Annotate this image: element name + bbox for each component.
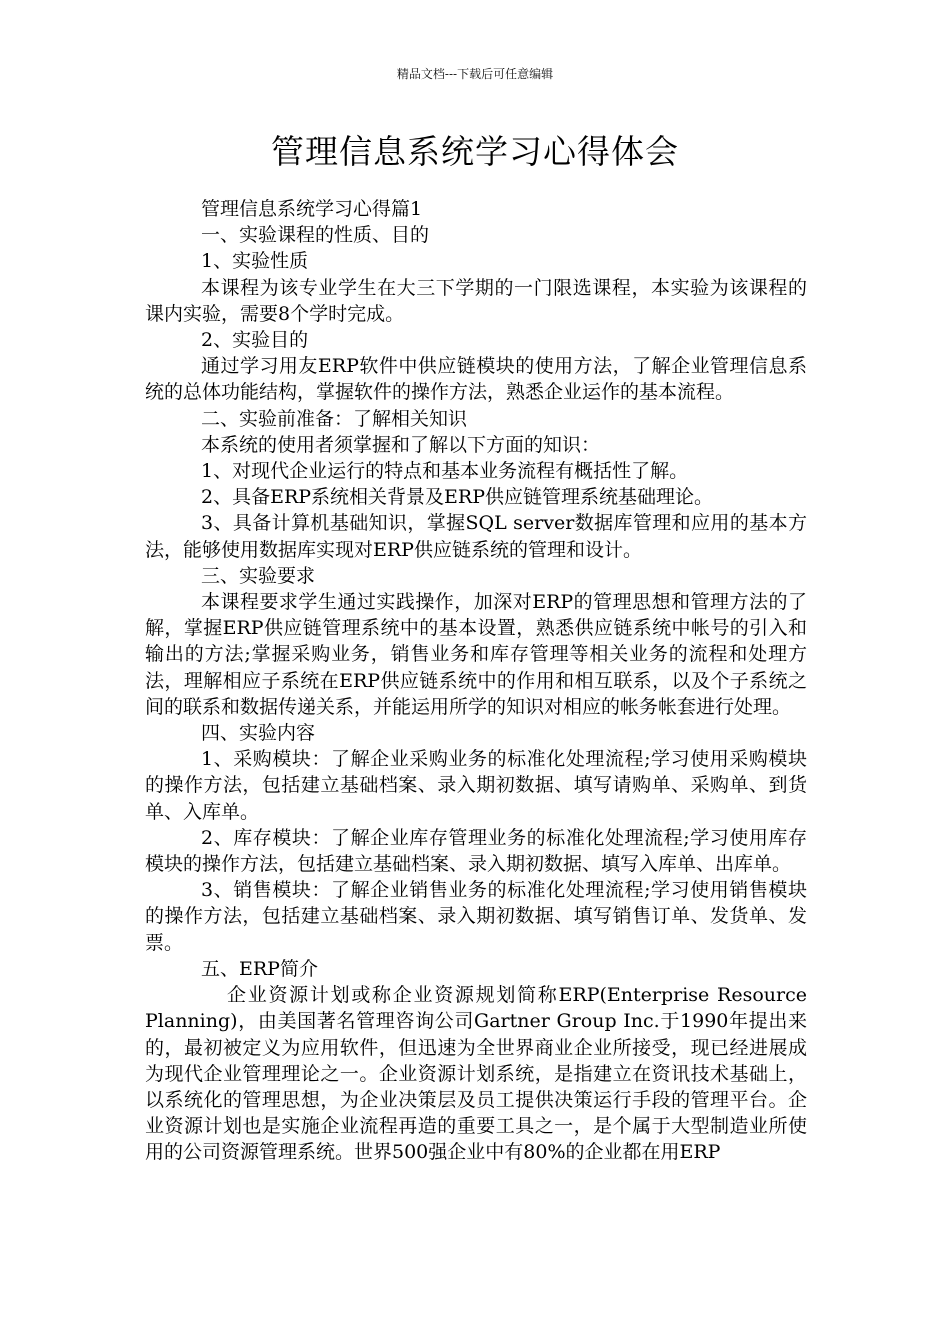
subsection-heading: 2、实验目的: [201, 329, 309, 352]
document-title: 管理信息系统学习心得体会: [271, 132, 679, 171]
list-item: 2、具备ERP系统相关背景及ERP供应链管理系统基础理论。: [201, 486, 714, 509]
document-body: [145, 196, 807, 1166]
paragraph: 本课程要求学生通过实践操作，加深对ERP的管理思想和管理方法的了解，掌握ERP供应链管理系统中的基本设置，熟悉供应链系统中帐号的引入和输出的方法;掌握采购业务，销售业务和库存管理等相关业务的流程和处理方法，理解相应子系统在ERP供应链系统中的作用和相互联系，以及个子系统之间的联系和数据传递关系，并能运用所学的知识对相应的帐务帐套进行处理。: [145, 591, 807, 718]
paragraph: 本系统的使用者须掌握和了解以下方面的知识：: [201, 433, 601, 456]
section-heading: 一、实验课程的性质、目的: [201, 224, 430, 247]
subsection-heading: 1、实验性质: [201, 250, 309, 273]
paragraph: 本课程为该专业学生在大三下学期的一门限选课程，本实验为该课程的课内实验，需要8个学时完成。: [145, 276, 807, 325]
list-item: 3、具备计算机基础知识，掌握SQL server数据库管理和应用的基本方法，能够使用数据库实现对ERP供应链系统的管理和设计。: [145, 512, 807, 561]
page-header: 精品文档---下载后可任意编辑: [396, 67, 554, 81]
paragraph: 通过学习用友ERP软件中供应链模块的使用方法，了解企业管理信息系统的总体功能结构，掌握软件的操作方法，熟悉企业运作的基本流程。: [145, 355, 807, 404]
list-item: 1、采购模块：了解企业采购业务的标准化处理流程;学习使用采购模块的操作方法，包括建立基础档案、录入期初数据、填写请购单、采购单、到货单、入库单。: [145, 748, 807, 823]
section-heading: 二、实验前准备：了解相关知识: [201, 407, 468, 430]
list-item: 3、销售模块：了解企业销售业务的标准化处理流程;学习使用销售模块的操作方法，包括建立基础档案、录入期初数据、填写销售订单、发货单、发票。: [145, 879, 807, 954]
section-heading: 三、实验要求: [201, 564, 316, 587]
section-heading: 四、实验内容: [201, 722, 316, 745]
section-heading: 管理信息系统学习心得篇1: [201, 198, 423, 220]
paragraph: 企业资源计划或称企业资源规划简称ERP(Enterprise Resource Planning)，由美国著名管理咨询公司Gartner Group Inc.于1990年提出来的，最初被定义为应用软件，但迅速为全世界商业企业所接受，现已经进展成为现代企业管理理论之一。企业资源计划系统，是指建立在资讯技术基础上，以系统化的管理思想，为企业决策层及员工提供决策运行手段的管理平台。企业资源计划也是实施企业流程再造的重要工具之一，是个属于大型制造业所使用的公司资源管理系统。世界500强企业中有80%的企业都在用ERP: [145, 984, 807, 1164]
list-item: 1、对现代企业运行的特点和基本业务流程有概括性了解。: [201, 460, 689, 483]
list-item: 2、库存模块：了解企业库存管理业务的标准化处理流程;学习使用库存模块的操作方法，包括建立基础档案、录入期初数据、填写入库单、出库单。: [145, 826, 807, 876]
section-heading: 五、ERP简介: [201, 957, 318, 980]
